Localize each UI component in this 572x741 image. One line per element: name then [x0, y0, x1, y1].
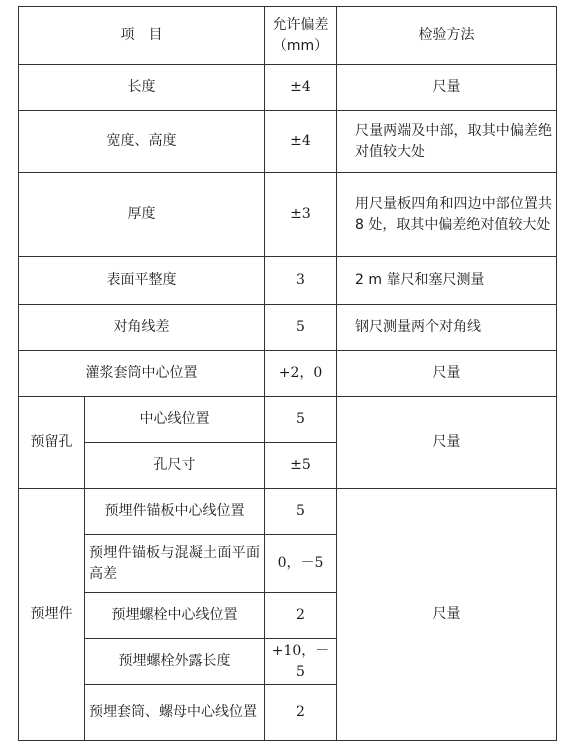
header-tolerance-line1: 允许偏差 [272, 16, 329, 33]
group-reserved-hole: 预留孔 [19, 397, 85, 489]
sub-tolerance: +10，－5 [265, 639, 337, 685]
row-tolerance: 5 [265, 305, 337, 351]
header-item: 项 目 [19, 7, 265, 65]
table-row [19, 351, 557, 397]
table-row [19, 305, 557, 351]
row-tolerance: 3 [265, 257, 337, 305]
sub-tolerance: 2 [265, 685, 337, 741]
sub-tolerance: 5 [265, 397, 337, 443]
sub-item: 预埋件锚板中心线位置 [85, 489, 265, 535]
row-item: 宽度、高度 [19, 111, 265, 173]
row-method: 钢尺测量两个对角线 [337, 305, 557, 351]
sub-item: 预埋螺栓外露长度 [85, 639, 265, 685]
sub-item: 预埋件锚板与混凝土面平面高差 [85, 535, 265, 593]
table-row [19, 111, 557, 173]
row-item: 对角线差 [19, 305, 265, 351]
sub-item: 孔尺寸 [85, 443, 265, 489]
sub-tolerance: ±5 [265, 443, 337, 489]
row-method: 2 m 靠尺和塞尺测量 [337, 257, 557, 305]
row-item: 灌浆套筒中心位置 [19, 351, 265, 397]
sub-item: 预埋螺栓中心线位置 [85, 593, 265, 639]
group-embedded-parts: 预埋件 [19, 489, 85, 741]
tolerance-table [18, 6, 557, 741]
table-row [19, 257, 557, 305]
header-row [19, 7, 557, 65]
row-method: 尺量 [337, 351, 557, 397]
group-method: 尺量 [337, 397, 557, 489]
row-item: 厚度 [19, 173, 265, 257]
row-tolerance: ±3 [265, 173, 337, 257]
sub-tolerance: 2 [265, 593, 337, 639]
header-method: 检验方法 [337, 7, 557, 65]
row-method: 用尺量板四角和四边中部位置共 8 处，取其中偏差绝对值较大处 [337, 173, 557, 257]
row-tolerance: ±4 [265, 65, 337, 111]
row-tolerance: ±4 [265, 111, 337, 173]
row-item: 表面平整度 [19, 257, 265, 305]
table-row [19, 397, 557, 443]
sub-tolerance: 5 [265, 489, 337, 535]
sub-item: 中心线位置 [85, 397, 265, 443]
header-tolerance-line2: （mm） [272, 37, 329, 54]
sub-tolerance: 0，－5 [265, 535, 337, 593]
header-tolerance [265, 7, 337, 65]
sub-item: 预埋套筒、螺母中心线位置 [85, 685, 265, 741]
row-tolerance: +2，0 [265, 351, 337, 397]
row-method: 尺量 [337, 65, 557, 111]
row-method: 尺量两端及中部，取其中偏差绝对值较大处 [337, 111, 557, 173]
table-row [19, 65, 557, 111]
row-item: 长度 [19, 65, 265, 111]
group-method: 尺量 [337, 489, 557, 741]
table-row [19, 173, 557, 257]
table-row [19, 489, 557, 535]
